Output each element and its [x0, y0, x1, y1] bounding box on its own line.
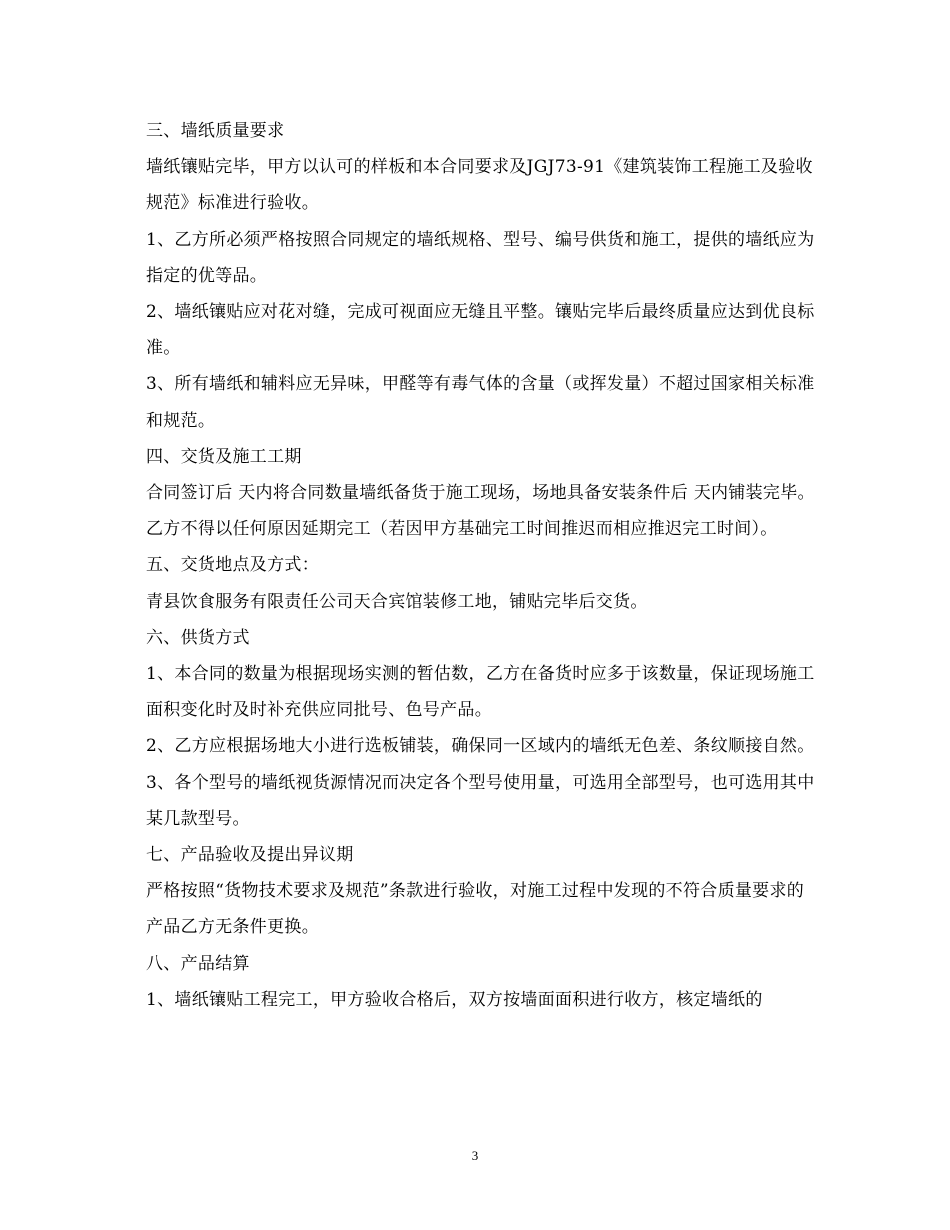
section-heading-delivery-period: 四、交货及施工工期 [146, 446, 302, 467]
section-heading-supply-method: 六、供货方式 [146, 627, 250, 648]
list-item-supply-1: 1、本合同的数量为根据现场实测的暂估数，乙方在备货时应多于该数量，保证现场施工面积变化时及时补充供应同批号、色号产品。 [146, 664, 815, 721]
list-item-quality-2: 2、墙纸镶贴应对花对缝，完成可视面应无缝且平整。镶贴完毕后最终质量应达到优良标准。 [146, 302, 815, 359]
section-heading-delivery-location: 五、交货地点及方式： [146, 555, 319, 576]
list-item-quality-1: 1、乙方所必须严格按照合同规定的墙纸规格、型号、编号供货和施工，提供的墙纸应为指定的优等品。 [146, 229, 815, 286]
document-body [146, 113, 816, 1018]
paragraph-inspection: 严格按照“货物技术要求及规范”条款进行验收，对施工过程中发现的不符合质量要求的产品乙方无条件更换。 [146, 881, 805, 938]
list-item-quality-3: 3、所有墙纸和辅料应无异味，甲醛等有毒气体的含量（或挥发量）不超过国家相关标准和规范。 [146, 374, 815, 431]
paragraph-acceptance-standard: 墙纸镶贴完毕，甲方以认可的样板和本合同要求及JGJ73-91《建筑装饰工程施工及验收规范》标准进行验收。 [146, 157, 813, 214]
section-heading-settlement: 八、产品结算 [146, 953, 250, 974]
list-item-supply-2: 2、乙方应根据场地大小进行选板铺装，确保同一区域内的墙纸无色差、条纹顺接自然。 [146, 736, 815, 757]
paragraph-delivery-period: 合同签订后 天内将合同数量墙纸备货于施工现场，场地具备安装条件后 天内铺装完毕。乙方不得以任何原因延期完工（若因甲方基础完工时间推迟而相应推迟完工时间）。 [146, 483, 815, 540]
page-number: 3 [471, 1148, 479, 1163]
paragraph-delivery-location: 青县饮食服务有限责任公司天合宾馆装修工地，铺贴完毕后交货。 [146, 591, 648, 612]
list-item-settlement-1: 1、墙纸镶贴工程完工，甲方验收合格后，双方按墙面面积进行收方，核定墙纸的 [146, 989, 763, 1010]
list-item-supply-3: 3、各个型号的墙纸视货源情况而决定各个型号使用量，可选用全部型号，也可选用其中某几款型号。 [146, 772, 815, 829]
section-heading-inspection: 七、产品验收及提出异议期 [146, 845, 354, 866]
section-heading-quality: 三、墙纸质量要求 [146, 121, 285, 141]
